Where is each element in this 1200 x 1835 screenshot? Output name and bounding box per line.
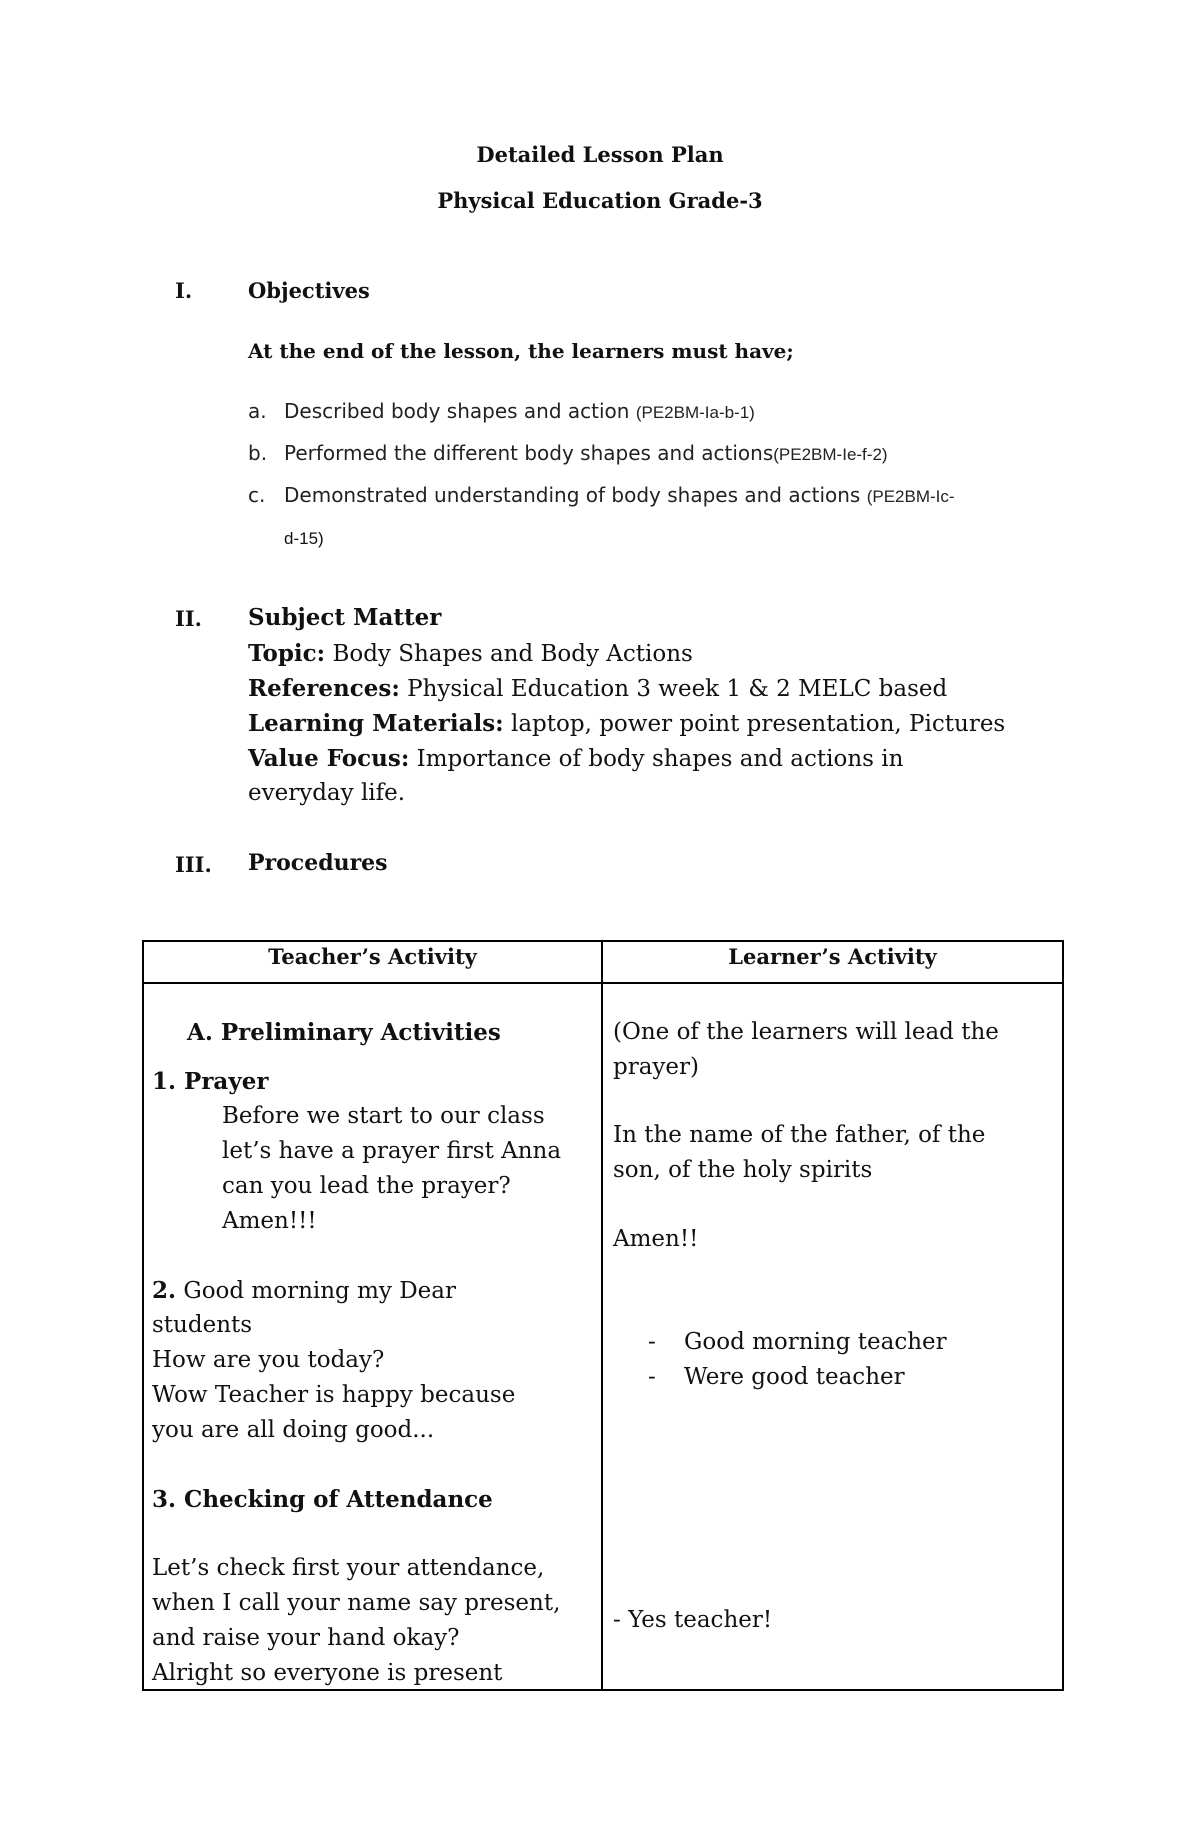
table-border-left bbox=[142, 940, 144, 1691]
topic-label: Topic: bbox=[248, 640, 326, 667]
attendance-line: Let’s check first your attendance, bbox=[152, 1555, 545, 1581]
section-heading-procedures: Procedures bbox=[248, 850, 388, 876]
table-border-top bbox=[142, 940, 1064, 942]
materials-label: Learning Materials: bbox=[248, 710, 504, 737]
value-focus-continued: everyday life. bbox=[248, 780, 406, 806]
objective-item bbox=[248, 483, 265, 507]
prayer-heading: 1. Prayer bbox=[152, 1068, 269, 1095]
document-subtitle: Physical Education Grade-3 bbox=[437, 188, 763, 213]
objective-code: (PE2BM-Ie-f-2) bbox=[773, 445, 888, 464]
objective-text: Demonstrated understanding of body shapes and actions (PE2BM-Ic- bbox=[284, 483, 955, 507]
prayer-line: can you lead the prayer? bbox=[222, 1173, 511, 1199]
table-border-right bbox=[1062, 940, 1064, 1691]
preliminary-activities-heading: A. Preliminary Activities bbox=[187, 1019, 501, 1046]
objective-code: (PE2BM-Ic- bbox=[866, 487, 955, 506]
attendance-line: and raise your hand okay? bbox=[152, 1625, 460, 1651]
value-focus-value: Importance of body shapes and actions in bbox=[409, 746, 904, 772]
objectives-intro: At the end of the lesson, the learners must have; bbox=[248, 339, 794, 363]
learner-bullet-dash: - bbox=[648, 1329, 656, 1355]
references-label: References: bbox=[248, 675, 400, 702]
objective-item bbox=[248, 441, 267, 465]
learner-line: (One of the learners will lead the bbox=[613, 1019, 999, 1045]
objective-text: Described body shapes and action (PE2BM-Ia-b-1) bbox=[284, 399, 755, 423]
table-header-divider bbox=[142, 982, 1064, 984]
learner-line: son, of the holy spirits bbox=[613, 1157, 873, 1183]
prayer-line: Amen!!! bbox=[222, 1208, 317, 1234]
learner-bullet-item: Good morning teacher bbox=[684, 1329, 947, 1355]
greeting-line: 2. Good morning my Dear bbox=[152, 1277, 456, 1304]
objective-item bbox=[248, 399, 267, 423]
learner-yes-teacher: - Yes teacher! bbox=[613, 1607, 773, 1633]
column-header-learner: Learner’s Activity bbox=[728, 944, 937, 969]
prayer-line: Before we start to our class bbox=[222, 1103, 545, 1129]
learner-line: In the name of the father, of the bbox=[613, 1122, 986, 1148]
objective-code-continued: d-15) bbox=[284, 529, 324, 548]
topic-line bbox=[248, 640, 693, 667]
column-header-teacher: Teacher’s Activity bbox=[268, 944, 477, 969]
table-column-divider bbox=[601, 940, 603, 1691]
objective-code: (PE2BM-Ia-b-1) bbox=[635, 403, 755, 422]
objective-text: Performed the different body shapes and actions(PE2BM-Ie-f-2) bbox=[284, 441, 888, 465]
attendance-line: Alright so everyone is present bbox=[152, 1660, 503, 1686]
greeting-line: students bbox=[152, 1312, 253, 1338]
materials-value: laptop, power point presentation, Pictures bbox=[503, 711, 1006, 737]
learner-bullet-item: Were good teacher bbox=[684, 1364, 905, 1390]
section-heading-subject-matter: Subject Matter bbox=[248, 604, 442, 631]
greeting-line: you are all doing good... bbox=[152, 1417, 435, 1443]
attendance-line: when I call your name say present, bbox=[152, 1590, 561, 1616]
topic-value: Body Shapes and Body Actions bbox=[325, 641, 693, 667]
learner-bullet-dash: - bbox=[648, 1364, 656, 1390]
greeting-line: Wow Teacher is happy because bbox=[152, 1382, 516, 1408]
section-number-procedures: III. bbox=[175, 852, 212, 877]
section-number-objectives: I. bbox=[175, 278, 193, 303]
greeting-number: 2. bbox=[152, 1277, 177, 1304]
objective-letter: c. bbox=[248, 483, 266, 507]
section-number-subject-matter: II. bbox=[175, 606, 202, 631]
document-title: Detailed Lesson Plan bbox=[476, 142, 724, 167]
table-border-bottom bbox=[142, 1689, 1064, 1691]
prayer-line: let’s have a prayer first Anna bbox=[222, 1138, 562, 1164]
section-heading-objectives: Objectives bbox=[248, 278, 370, 303]
value-focus-line bbox=[248, 745, 903, 772]
materials-line bbox=[248, 710, 1005, 737]
objective-letter: a. bbox=[248, 399, 267, 423]
learner-amen: Amen!! bbox=[613, 1226, 699, 1252]
learner-line: prayer) bbox=[613, 1054, 700, 1080]
greeting-line: How are you today? bbox=[152, 1347, 385, 1373]
objective-letter: b. bbox=[248, 441, 268, 465]
references-value: Physical Education 3 week 1 & 2 MELC based bbox=[399, 676, 948, 702]
value-focus-label: Value Focus: bbox=[248, 745, 410, 772]
attendance-heading: 3. Checking of Attendance bbox=[152, 1486, 493, 1513]
references-line bbox=[248, 675, 947, 702]
